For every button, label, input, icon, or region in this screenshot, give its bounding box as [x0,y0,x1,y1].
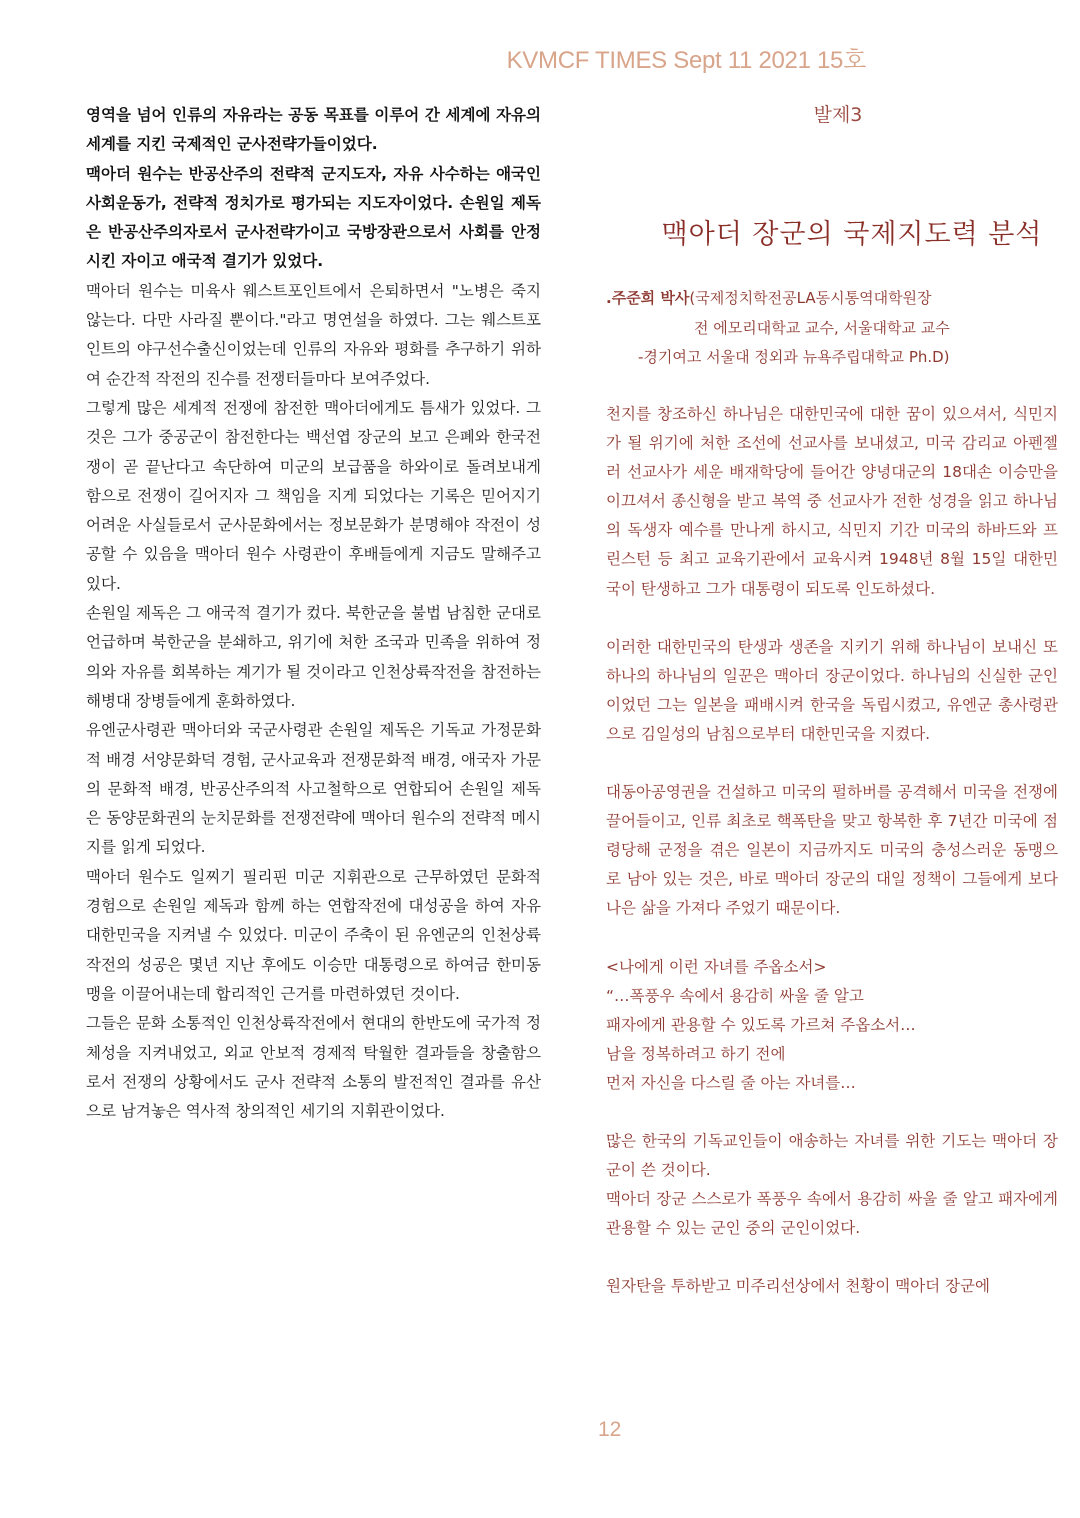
closing-line: 맥아더 장군 스스로가 폭풍우 속에서 용감히 싸울 줄 알고 패자에게 관용할 수 있는 군인 중의 군인이었다. [606,1190,1058,1238]
article-title: 맥아더 장군의 국제지도력 분석 [661,219,1043,250]
left-paragraph: 그렇게 많은 세계적 전쟁에 참전한 맥아더에게도 틈새가 있었다. 그것은 그가 중공군이 참전한다는 백선엽 장군의 보고 은폐와 한국전쟁이 곧 끝난다고 속단하여 미군의 보급품을 하와이로 돌려보내게 함으로 전쟁이 길어지자 그 책임을 지게 되었다는 기록은 믿어지기 어려운 사실들로서 군사문화에서는 정보문화가 분명해야 작전이 성공할 수 있음을 맥아더 원수 사령관이 후배들에게 지금도 말해주고 있다. [86,398,541,593]
article-paragraph: 대동아공영권을 건설하고 미국의 펄하버를 공격해서 미국을 전쟁에 끌어들이고, 인류 최초로 핵폭탄을 맞고 항복한 후 7년간 미국에 점령당해 군정을 겪은 일본이 지금까지도 미국의 충성스러운 동맹으로 남아 있는 것은, 바로 맥아더 장군의 대일 정책이 그들에게 보다 나은 삶을 가져다 주었기 때문이다. [606,783,1058,918]
poem-block [606,953,1058,1098]
author-name: .주준희 박사 [606,289,690,307]
page-number: 12 [598,1418,622,1441]
author-line [606,284,1066,314]
left-paragraph: 맥아더 원수는 미육사 웨스트포인트에서 은퇴하면서 "노병은 죽지 않는다. 다만 사라질 뿐이다."라고 명연설을 하였다. 그는 웨스트포인트의 야구선수출신이었는데 인류의 자유와 평화를 추구하기 위하여 순간적 작전의 진수를 전쟁터들마다 보여주었다. [86,281,541,388]
author-block [606,284,1066,373]
closing-line: 많은 한국의 기독교인들이 애송하는 자녀를 위한 기도는 맥아더 장군이 쓴 것이다. [606,1131,1058,1180]
author-line: -경기여고 서울대 정외과 뉴욕주립대학교 Ph.D) [638,348,950,366]
left-paragraph: 맥아더 원수도 일찌기 필리핀 미군 지휘관으로 근무하였던 문화적 경험으로 손원일 제독과 함께 하는 연합작전에 대성공을 하여 자유대한민국을 지켜낼 수 있었다. 미군이 주축이 된 유엔군의 인천상륙작전의 성공은 몇년 지난 후에도 이승만 대통령으로 하여금 한미동맹을 이끌어내는데 합리적인 근거를 마련하였던 것이다. [86,867,541,1003]
right-column [606,100,1058,1296]
left-paragraph: 맥아더 원수는 반공산주의 전략적 군지도자, 자유 사수하는 애국인 사회운동가, 전략적 정치가로 평가되는 지도자이었다. 손원일 제독은 반공산주의자로서 군사전략가이고 국방장관으로서 사회를 안정시킨 자이고 애국적 결기가 있었다. [86,164,541,271]
left-paragraph: 그들은 문화 소통적인 인천상륙작전에서 현대의 한반도에 국가적 정체성을 지켜내었고, 외교 안보적 경제적 탁월한 결과들을 창출함으로서 전쟁의 상황에서도 군사 전략적 소통의 발전적인 결과를 유산으로 남겨놓은 역사적 창의적인 세기의 지휘관이었다. [86,1014,541,1121]
author-line: 전 에모리대학교 교수, 서울대학교 교수 [694,318,950,337]
left-column [86,101,541,1126]
left-paragraph: 영역을 넘어 인류의 자유라는 공동 목표를 이루어 간 세계에 자유의 세계를 지킨 국제적인 군사전략가들이었다. [86,106,541,154]
left-paragraph: 유엔군사령관 맥아더와 국군사령관 손원일 제독은 기독교 가정문화적 배경 서양문화덕 경험, 군사교육과 전쟁문화적 배경, 애국자 가문의 문화적 배경, 반공산주의적 사고철학으로 연합되어 손원일 제독은 동양문화권의 눈치문화를 전쟁전략에 맥아더 원수의 전략적 메시지를 읽게 되었다. [86,721,541,857]
poem-line: 남을 정복하려고 하기 전에 [606,1044,786,1063]
poem-line: “…폭풍우 속에서 용감히 싸울 줄 알고 [606,986,864,1005]
poem-line: 패자에게 관용할 수 있도록 가르쳐 주옵소서… [606,1015,916,1034]
article-paragraph: 천지를 창조하신 하나님은 대한민국에 대한 꿈이 있으셔서, 식민지가 될 위기에 처한 조선에 선교사를 보내셨고, 미국 감리교 아펜젤러 선교사가 세운 배재학당에 들어간 양녕대군의 18대손 이승만을 이끄셔서 종신형을 받고 복역 중 선교사가 전한 성경을 읽고 하나님의 독생자 예수를 만나게 하시고, 식민지 기간 미국의 하바드와 프린스턴 등 최고 교육기관에서 교육시켜 1948년 8월 15일 대한민국이 탄생하고 그가 대통령이 되도록 인도하셨다. [606,405,1058,598]
left-paragraph: 손원일 제독은 그 애국적 결기가 컸다. 북한군을 불법 남침한 군대로 언급하며 북한군을 분쇄하고, 위기에 처한 조국과 민족을 위하여 정의와 자유를 회복하는 계기가 될 것이라고 인천상륙작전을 참전하는 해병대 장병들에게 훈화하였다. [86,604,541,710]
final-line: 원자탄을 투하받고 미주리선상에서 천황이 맥아더 장군에 [606,1277,990,1296]
article-paragraph: 이러한 대한민국의 탄생과 생존을 지키기 위해 하나님이 보내신 또 하나의 하나님의 일꾼은 맥아더 장군이었다. 하나님의 신실한 군인이었던 그는 일본을 패배시켜 한국을 독립시켰고, 유엔군 총사령관으로 김일성의 남침으로부터 대한민국을 지켰다. [606,637,1058,743]
poem-line: 먼저 자신을 다스릴 줄 아는 자녀를… [606,1073,856,1092]
closing-paragraph [606,1127,1058,1243]
masthead: KVMCF TIMES Sept 11 2021 15호 [506,47,866,74]
article-body [606,400,1058,1301]
author-affiliation: (국제정치학전공LA동시통역대학원장 [689,289,932,307]
section-label: 발제3 [813,104,863,126]
poem-line: <나에게 이런 자녀를 주옵소서> [606,957,827,976]
